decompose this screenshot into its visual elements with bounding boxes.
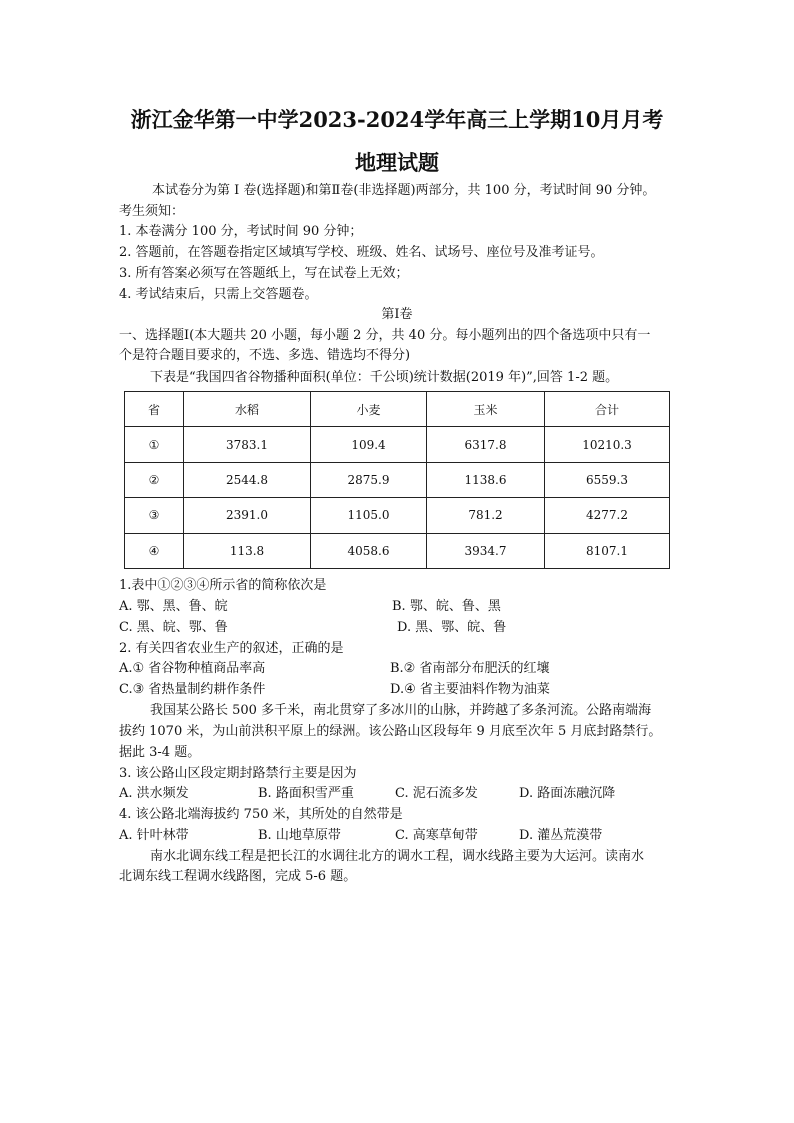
question-stem: 3. 该公路山区段定期封路禁行主要是因为 (119, 766, 357, 781)
option-a: A. 鄂、黑、鲁、皖 (119, 599, 228, 614)
exam-subtitle: 地理试题 (355, 150, 439, 175)
volume-heading: 第Ⅰ卷 (381, 307, 413, 322)
option-c: C.③ 省热量制约耕作条件 (119, 682, 266, 697)
notice-item: 2. 答题前，在答题卷指定区域填写学校、班级、姓名、试场号、座位号及准考证号。 (119, 245, 604, 260)
table-cell: 113.8 (184, 533, 311, 568)
option-a: A.① 省谷物种植商品率高 (119, 661, 266, 676)
table-cell: 10210.3 (545, 427, 670, 462)
notice-title: 考生须知： (119, 204, 185, 219)
table-cell: 4058.6 (311, 533, 427, 568)
section-instruction: 一、选择题Ⅰ(本大题共 20 小题，每小题 2 分，共 40 分。每小题列出的四个备选项中只有一 (119, 328, 651, 343)
grain-area-table (124, 391, 670, 569)
table-header-row (125, 392, 670, 427)
notice-item: 3. 所有答案必须写在答题纸上，写在试卷上无效； (119, 266, 409, 281)
table-header: 水稻 (184, 392, 311, 427)
option-d: D. 路面冻融沉降 (519, 786, 616, 801)
option-a: A. 洪水频发 (119, 786, 189, 801)
section-instruction: 个是符合题目要求的，不选、多选、错选均不得分) (119, 348, 411, 363)
table-header: 省 (125, 392, 184, 427)
table-cell: 3783.1 (184, 427, 311, 462)
table-row (125, 533, 670, 568)
table-cell: 2391.0 (184, 498, 311, 533)
table-row (125, 498, 670, 533)
table-cell: 4277.2 (545, 498, 670, 533)
table-cell: ② (125, 462, 184, 497)
option-a: A. 针叶林带 (119, 828, 189, 843)
exam-description: 本试卷分为第 Ⅰ 卷(选择题)和第Ⅱ卷(非选择题)两部分，共 100 分，考试时间 90 分钟。 (152, 183, 656, 198)
table-cell: ③ (125, 498, 184, 533)
table-cell: ① (125, 427, 184, 462)
table-cell: 2875.9 (311, 462, 427, 497)
option-c: C. 高寒草甸带 (395, 828, 478, 843)
passage-text: 南水北调东线工程是把长江的水调往北方的调水工程，调水线路主要为大运河。读南水 (150, 849, 645, 864)
notice-item: 1. 本卷满分 100 分，考试时间 90 分钟； (119, 224, 363, 239)
passage-text: 北调东线工程调水线路图，完成 5-6 题。 (119, 869, 357, 884)
table-cell: 1138.6 (427, 462, 545, 497)
passage-text: 拔约 1070 米，为山前洪积平原上的绿洲。该公路山区段每年 9 月底至次年 5 月底封路禁行。 (119, 724, 662, 739)
table-row (125, 427, 670, 462)
passage-text: 据此 3-4 题。 (119, 745, 201, 760)
table-cell: 781.2 (427, 498, 545, 533)
table-cell: 2544.8 (184, 462, 311, 497)
question-stem: 1.表中①②③④所示省的简称依次是 (119, 578, 327, 593)
table-header: 玉米 (427, 392, 545, 427)
table-cell: 1105.0 (311, 498, 427, 533)
option-d: D.④ 省主要油料作物为油菜 (390, 682, 550, 697)
option-d: D. 黑、鄂、皖、鲁 (397, 620, 507, 635)
table-cell: 3934.7 (427, 533, 545, 568)
table-intro: 下表是“我国四省谷物播种面积(单位：千公顷)统计数据(2019 年)”,回答 1-2 题。 (150, 370, 619, 385)
notice-item: 4. 考试结束后，只需上交答题卷。 (119, 287, 318, 302)
table-header: 小麦 (311, 392, 427, 427)
option-b: B. 山地草原带 (258, 828, 341, 843)
option-b: B. 鄂、皖、鲁、黑 (392, 599, 501, 614)
table-cell: 6317.8 (427, 427, 545, 462)
table-header: 合计 (545, 392, 670, 427)
option-b: B.② 省南部分布肥沃的红壤 (390, 661, 550, 676)
table-cell: 6559.3 (545, 462, 670, 497)
option-c: C. 黑、皖、鄂、鲁 (119, 620, 228, 635)
question-stem: 4. 该公路北端海拔约 750 米，其所处的自然带是 (119, 807, 403, 822)
table-row (125, 462, 670, 497)
exam-title: 浙江金华第一中学2023-2024学年高三上学期10月月考 (130, 107, 664, 132)
option-c: C. 泥石流多发 (395, 786, 478, 801)
question-stem: 2. 有关四省农业生产的叙述，正确的是 (119, 641, 344, 656)
option-b: B. 路面积雪严重 (258, 786, 354, 801)
passage-text: 我国某公路长 500 多千米，南北贯穿了多冰川的山脉，并跨越了多条河流。公路南端海 (150, 703, 652, 718)
table-cell: 8107.1 (545, 533, 670, 568)
option-d: D. 灌丛荒漠带 (519, 828, 603, 843)
table-cell: ④ (125, 533, 184, 568)
table-cell: 109.4 (311, 427, 427, 462)
